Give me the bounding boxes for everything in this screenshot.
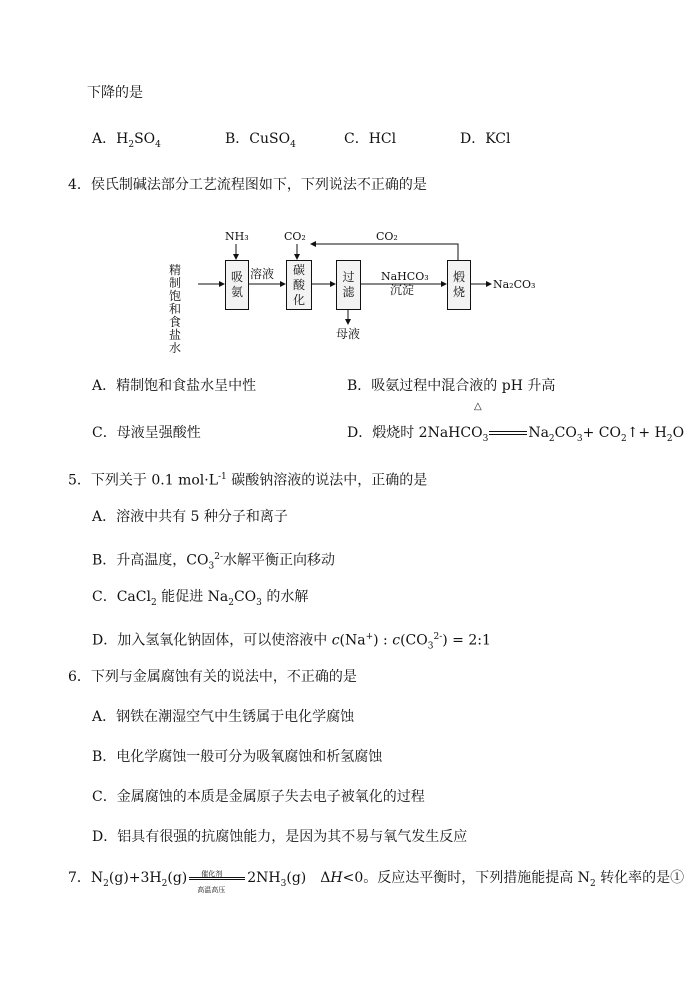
q6-option-b: B．电化学腐蚀一般可分为吸氧腐蚀和析氢腐蚀 (92, 749, 383, 765)
input-label-col1: 精制饱和食盐水 (168, 263, 181, 355)
heat-triangle: △ (474, 401, 482, 412)
q3-option-a: A．$H_2SO_4$ (92, 131, 161, 150)
q4-option-b: B．吸氨过程中混合液的 pH 升高 (347, 378, 556, 394)
q4-option-d: D．煅烧时 2NaHCO$_3$ $Na_2CO_3+$ $CO_2↑+ H_2O$ (347, 425, 685, 444)
q3-option-c: C．HCl (344, 131, 397, 147)
question-5-stem: 5．下列关于 0.1 $mol\cdot L^{-1}$ 碳酸钠溶液的说法中，正确的是 (68, 472, 428, 489)
q4-option-c: C．母液呈强酸性 (92, 425, 201, 441)
mother-liquor-label: 母液 (336, 327, 361, 341)
nh3-label: NH₃ (225, 230, 249, 243)
nahco3-label: NaHCO₃ (381, 270, 429, 283)
q5-option-a: A．溶液中共有 5 种分子和离子 (92, 509, 288, 525)
carbonation-box: 碳酸化 (286, 260, 312, 310)
question-7-stem: 7．$N_2(g)+3H_2(g)$ 催化剂 高温高压 $2NH_3(g)$ ΔH<0。反应达平衡时，下列措施能提高 $N_2$ 转化率的是① (68, 870, 685, 894)
q6-option-c: C．金属腐蚀的本质是金属原子失去电子被氧化的过程 (92, 789, 425, 805)
product-label: Na₂CO₃ (493, 278, 536, 291)
q5-option-b: B．升高温度，$CO_3^{2-}$水解平衡正向移动 (92, 552, 335, 572)
calcination-box: 煅烧 (447, 260, 471, 310)
co2-recycle-label: CO₂ (376, 230, 398, 243)
q6-option-a: A．钢铁在潮湿空气中生锈属于电化学腐蚀 (92, 709, 355, 725)
q5-option-c: C．CaCl$_2$ 能促进 $Na_2CO_3$ 的水解 (92, 589, 309, 608)
q3-tail-text: 下降的是 (87, 85, 143, 101)
q5-option-d: D．加入氢氧化钠固体，可以使溶液中 c(Na+) : $c(CO_3^{2-})$ = 2:1 (92, 632, 491, 652)
filtration-box: 过滤 (336, 260, 361, 310)
q4-option-a: A．精制饱和食盐水呈中性 (92, 378, 257, 394)
question-4-stem: 4．侯氏制碱法部分工艺流程图如下，下列说法不正确的是 (68, 177, 427, 193)
q3-option-b: B．CuSO$_4$ (225, 131, 296, 150)
reversible-arrow: 催化剂 高温高压 (187, 869, 247, 887)
q6-option-d: D．铝具有很强的抗腐蚀能力，是因为其不易与氧气发生反应 (92, 829, 468, 845)
co2-input-label: CO₂ (284, 230, 306, 243)
solution-label: 溶液 (250, 267, 275, 281)
q3-option-d: D．KCl (460, 131, 511, 147)
precipitate-label: 沉淀 (390, 283, 415, 297)
absorb-ammonia-box: 吸氨 (225, 260, 249, 310)
question-6-stem: 6．下列与金属腐蚀有关的说法中，不正确的是 (68, 669, 357, 685)
